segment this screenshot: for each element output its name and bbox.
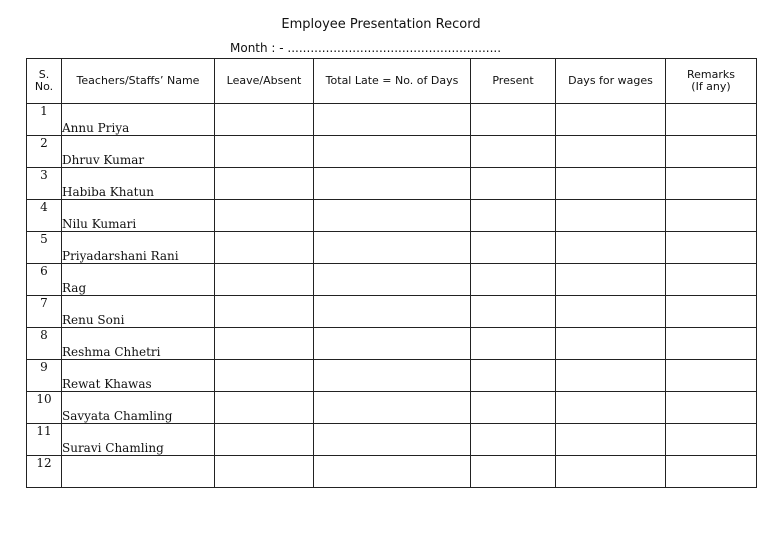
cell-name: Annu Priya [62,104,215,136]
cell-present [471,200,556,232]
cell-sno: 1 [27,104,62,136]
table-row [27,456,757,488]
cell-wages [556,104,666,136]
cell-late [314,456,471,488]
cell-leave [215,232,314,264]
cell-late [314,264,471,296]
table-row [27,424,757,456]
table-row [27,360,757,392]
cell-wages [556,232,666,264]
cell-wages [556,200,666,232]
cell-name: Priyadarshani Rani [62,232,215,264]
cell-late [314,200,471,232]
cell-present [471,296,556,328]
table-row [27,232,757,264]
table-row [27,264,757,296]
cell-leave [215,168,314,200]
table-row [27,328,757,360]
cell-late [314,104,471,136]
header-wages: Days for wages [556,59,666,104]
cell-name [62,456,215,488]
table-row [27,200,757,232]
cell-wages [556,328,666,360]
cell-name: Savyata Chamling [62,392,215,424]
cell-remarks [666,136,757,168]
cell-name: Suravi Chamling [62,424,215,456]
cell-leave [215,296,314,328]
cell-remarks [666,392,757,424]
cell-leave [215,136,314,168]
table-row [27,168,757,200]
cell-sno: 6 [27,264,62,296]
cell-late [314,136,471,168]
cell-remarks [666,232,757,264]
header-leave: Leave/Absent [215,59,314,104]
table-row [27,104,757,136]
cell-name: Nilu Kumari [62,200,215,232]
cell-remarks [666,168,757,200]
table-row [27,296,757,328]
cell-name: Habiba Khatun [62,168,215,200]
cell-remarks [666,360,757,392]
cell-late [314,168,471,200]
cell-late [314,424,471,456]
attendance-table [26,58,757,488]
cell-late [314,232,471,264]
cell-name: Rewat Khawas [62,360,215,392]
cell-sno: 11 [27,424,62,456]
cell-leave [215,360,314,392]
header-name: Teachers/Staffs’ Name [62,59,215,104]
cell-late [314,296,471,328]
page-title: Employee Presentation Record [281,17,481,32]
cell-present [471,392,556,424]
cell-remarks [666,424,757,456]
cell-late [314,328,471,360]
table-row [27,392,757,424]
cell-sno: 7 [27,296,62,328]
cell-present [471,456,556,488]
cell-present [471,136,556,168]
header-late: Total Late = No. of Days [314,59,471,104]
cell-wages [556,360,666,392]
cell-late [314,392,471,424]
cell-name: Reshma Chhetri [62,328,215,360]
cell-sno: 3 [27,168,62,200]
cell-wages [556,392,666,424]
cell-sno: 12 [27,456,62,488]
cell-wages [556,168,666,200]
cell-remarks [666,200,757,232]
cell-name: Rag [62,264,215,296]
cell-sno: 5 [27,232,62,264]
cell-remarks [666,456,757,488]
cell-present [471,424,556,456]
cell-name: Renu Soni [62,296,215,328]
cell-present [471,360,556,392]
header-remarks: Remarks (If any) [666,59,757,104]
cell-sno: 9 [27,360,62,392]
header-present: Present [471,59,556,104]
cell-sno: 4 [27,200,62,232]
cell-remarks [666,296,757,328]
cell-sno: 10 [27,392,62,424]
cell-remarks [666,328,757,360]
cell-remarks [666,104,757,136]
cell-leave [215,104,314,136]
cell-leave [215,328,314,360]
header-row [27,59,757,104]
cell-present [471,232,556,264]
cell-wages [556,424,666,456]
header-sno: S. No. [27,59,62,104]
cell-present [471,104,556,136]
cell-wages [556,264,666,296]
cell-leave [215,456,314,488]
cell-late [314,360,471,392]
cell-present [471,328,556,360]
cell-present [471,264,556,296]
cell-sno: 2 [27,136,62,168]
cell-wages [556,296,666,328]
cell-name: Dhruv Kumar [62,136,215,168]
cell-leave [215,424,314,456]
cell-sno: 8 [27,328,62,360]
cell-leave [215,392,314,424]
cell-leave [215,200,314,232]
cell-present [471,168,556,200]
cell-remarks [666,264,757,296]
table-row [27,136,757,168]
cell-wages [556,136,666,168]
month-field: Month : - ........................................................ [230,41,502,55]
cell-leave [215,264,314,296]
cell-wages [556,456,666,488]
